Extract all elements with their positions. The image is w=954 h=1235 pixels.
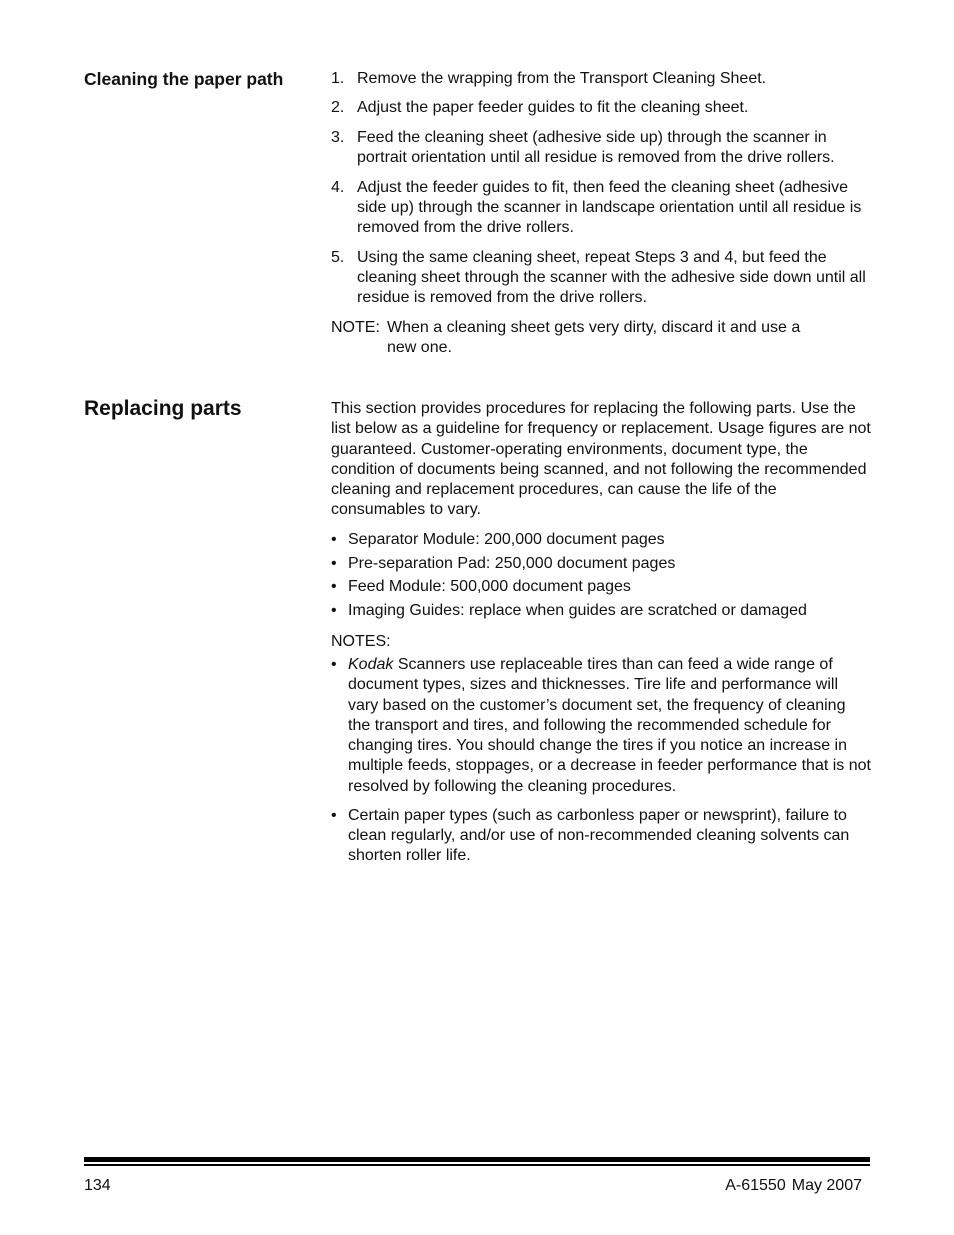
step-number: 5.: [331, 248, 345, 266]
bullet-icon: •: [331, 602, 337, 620]
step-number: 1.: [331, 70, 345, 87]
step-number: 2.: [331, 99, 345, 117]
notes-label: NOTES:: [331, 633, 391, 650]
replacing-intro-paragraph: This section provides procedures for replacing the following parts. Use the list below as a guideline for frequency or replacement. Usage figures are not guaranteed. Customer-operating environments, document type, the condition of documents being scanned, and not following the recommended cleaning and replacement procedures, can cause the life of the consumables to vary.: [331, 400, 871, 519]
list-item: [331, 601, 871, 621]
note-text: Scanners use replaceable tires than can feed a wide range of document types, sizes and thicknesses. Tire life and performance will vary based on the customer’s document set, the frequency of cleaning the transport and tires, and following the recommended schedule for changing tires. You should change the tires if you notice an increase in multiple feeds, stoppages, or a decrease in feeder performance that is not resolved by following the cleaning procedures.: [348, 656, 871, 795]
bullet-icon: •: [331, 531, 337, 548]
part-text: Pre-separation Pad: 250,000 document pages: [348, 554, 676, 572]
step-text: Using the same cleaning sheet, repeat Steps 3 and 4, but feed the cleaning sheet through the scanner with the adhesive side down until all residue is removed from the drive rollers.: [357, 248, 866, 307]
section-heading-replacing: Replacing parts: [84, 397, 242, 420]
list-item: [331, 98, 871, 118]
list-item: [331, 806, 871, 867]
list-item: [331, 69, 871, 89]
brand-name: Kodak: [348, 656, 394, 673]
part-text: Feed Module: 500,000 document pages: [348, 578, 631, 596]
cleaning-steps-list: [331, 69, 871, 318]
step-text: Adjust the feeder guides to fit, then feed the cleaning sheet (adhesive side up) through the scanner in landscape orientation until all residue is removed from the drive rollers.: [357, 178, 862, 237]
part-text: Separator Module: 200,000 document pages: [348, 531, 665, 548]
list-item: [331, 128, 871, 169]
bullet-icon: •: [331, 656, 337, 673]
note-text: Certain paper types (such as carbonless paper or newsprint), failure to clean regularly, and/or use of non-recommended cleaning solvents can shorten roller life.: [348, 806, 850, 865]
list-item: [331, 178, 871, 239]
section-heading-cleaning: Cleaning the paper path: [84, 69, 284, 89]
list-item: [331, 530, 871, 550]
step-number: 3.: [331, 128, 345, 146]
bullet-icon: •: [331, 554, 337, 572]
footer-doc-info: [600, 1177, 862, 1195]
page-number: 134: [84, 1177, 111, 1194]
note-text-line2: new one.: [387, 339, 452, 357]
cleaning-note: [331, 318, 871, 359]
step-text: Feed the cleaning sheet (adhesive side up) through the scanner in portrait orientation until all residue is removed from the drive rollers.: [357, 128, 835, 167]
step-text: Remove the wrapping from the Transport Cleaning Sheet.: [357, 70, 767, 87]
list-item: [331, 655, 871, 797]
list-item: [331, 248, 871, 309]
doc-date: May 2007: [791, 1177, 862, 1194]
step-text: Adjust the paper feeder guides to fit the cleaning sheet.: [357, 99, 749, 117]
bullet-icon: •: [331, 806, 337, 824]
footer-rule: [84, 1157, 870, 1162]
step-number: 4.: [331, 178, 345, 196]
note-label: NOTE:: [331, 319, 380, 336]
doc-id: A-61550: [725, 1177, 786, 1194]
part-text: Imaging Guides: replace when guides are scratched or damaged: [348, 602, 807, 620]
list-item: [331, 577, 871, 597]
note-text-line1: When a cleaning sheet gets very dirty, discard it and use a: [387, 319, 801, 336]
list-item: [331, 554, 871, 574]
parts-list: [331, 530, 871, 625]
bullet-icon: •: [331, 578, 337, 596]
notes-list: [331, 655, 871, 875]
footer-rule-thin: [84, 1164, 870, 1166]
